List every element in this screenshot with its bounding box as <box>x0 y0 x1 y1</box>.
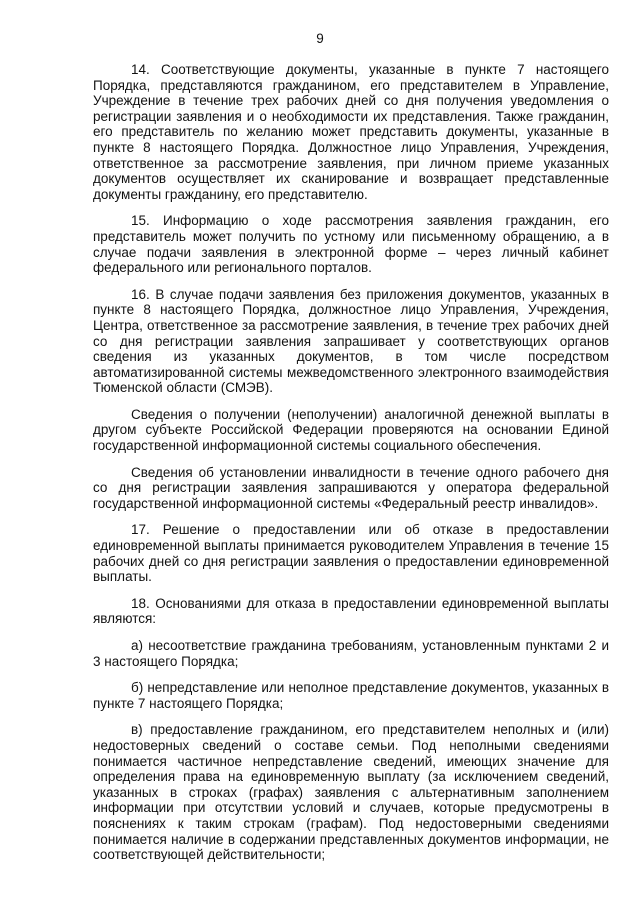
paragraph-14: 14. Соответствующие документы, указанные в пункте 7 настоящего Порядка, представляются гражданином, его представителем в Управление, Учреждение в течение трех рабочих дней со дня получения уведомления о регистрации заявления и о необходимости их представления. Также гражданин, его представитель по желанию может представить документы, указанные в пункте 8 настоящего Порядка. Должностное лицо Управления, Учреждения, ответственное за рассмотрение заявления, при личном приеме указанных документов осуществляет их сканирование и возвращает представленные документы гражданину, его представителю. <box>93 62 609 202</box>
paragraph-18: 18. Основаниями для отказа в предоставлении единовременной выплаты являются: <box>93 595 609 627</box>
paragraph-16-disability-info: Сведения об установлении инвалидности в течение одного рабочего дня со дня регистрации заявления запрашиваются у оператора федеральной государственной информационной системы «Федеральный реестр инвалидов». <box>93 464 609 511</box>
page-number: 9 <box>316 31 324 46</box>
paragraph-16-social-info: Сведения о получении (неполучении) аналогичной денежной выплаты в другом субъекте Российской Федерации проверяются на основании Единой государственной информационной системы социального обеспечения. <box>93 406 609 454</box>
paragraph-16: 16. В случае подачи заявления без приложения документов, указанных в пункте 8 настоящего Порядка, должностное лицо Управления, Учреждения, Центра, ответственное за рассмотрение заявления, в течение трех рабочих дней со дня регистрации заявления запрашивает у соответствующих органов сведения из указанных документов, в том числе посредством автоматизированной системы межведомственного электронного взаимодействия Тюменской области (СМЭВ). <box>93 286 609 396</box>
paragraph-18-b: б) непредставление или неполное представление документов, указанных в пункте 7 настоящего Порядка; <box>93 680 609 711</box>
paragraph-18-v: в) предоставление гражданином, его представителем неполных и (или) недостоверных сведений о составе семьи. Под неполными сведениями понимается частичное непредставление сведений, имеющих значение для определения права на единовременную выплату (за исключением сведений, указанных в строках (графах) заявления с альтернативным заполнением информации при отсутствии условий и случаев, которые предусмотрены в пояснениях к таким строкам (графам). Под недостоверными сведениями понимается наличие в содержании представленных документов информации, не соответствующей действительности; <box>93 722 609 863</box>
paragraph-17: 17. Решение о предоставлении или об отказе в предоставлении единовременной выплаты принимается руководителем Управления в течение 15 рабочих дней со дня регистрации заявления о предоставлении единовременной выплаты. <box>93 522 609 585</box>
paragraph-15: 15. Информацию о ходе рассмотрения заявления гражданин, его представитель может получить по устному или письменному обращению, а в случае подачи заявления в электронной форме – через личный кабинет федерального или регионального порталов. <box>93 213 609 276</box>
document-body <box>93 62 609 874</box>
paragraph-18-a: а) несоответствие гражданина требованиям, установленным пунктами 2 и 3 настоящего Порядка; <box>93 638 609 669</box>
